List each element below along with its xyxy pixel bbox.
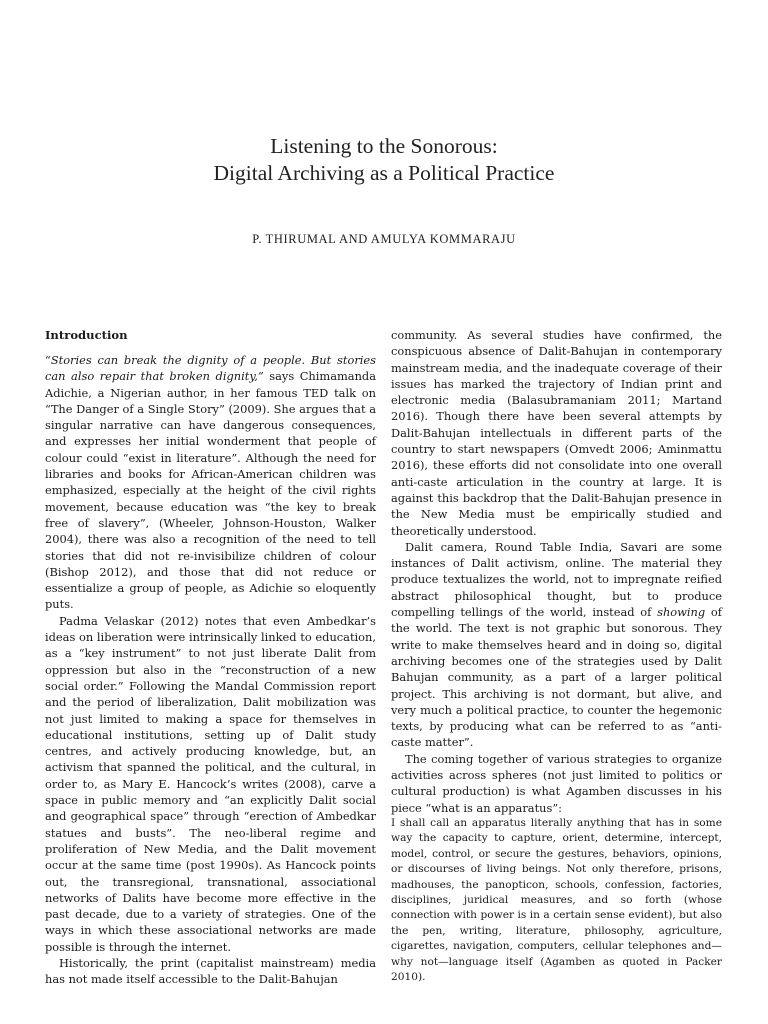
paragraph-4: community. As several studies have confirmed, the conspicuous absence of Dalit-Bahujan in contemporary mainstream media, and the inadequate coverage of their issues has marked the trajectory of Indian print and electronic media (Balasubramaniam 2011; Martand 2016). Though there have been several attempts by Dalit-Bahujan intellectuals in different parts of the country to start newspapers (Omvedt 2006; Aminmattu 2016), these efforts did not consolidate into one overall anti-caste articulation in the country at large. It is against this backdrop that the Dalit-Bahujan presence in the New Media must be empirically studied and theoretically understood. [391,328,722,538]
section-heading: Introduction [45,328,128,342]
opening-quote: “Stories can break the dignity of a people. But stories can also repair that broken dignity,” [45,353,376,384]
paragraph-5 [391,539,722,751]
title-line-1: Listening to the Sonorous: [270,134,498,158]
paragraph-6: The coming together of various strategies to organize activities across spheres (not just limited to politics or cultural production) is what Agamben discusses in his piece “what is an apparatus”: [391,751,722,815]
paragraph-2: Padma Velaskar (2012) notes that even Ambedkar’s ideas on liberation were intrinsically linked to education, as a “key instrument” to not just liberate Dalit from oppression but also in the “reconstruction of a new social order.” Following the Mandal Commission report and the period of liberalization, Dalit mobilization was not just limited to making a space for themselves in educational institutions, setting up of Dalit study centres, and actively producing knowledge, but, an activism that spanned the political, and the cultural, in order to, as Mary E. Hancock’s writes (2008), carve a space in public memory and “an explicitly Dalit social and geographical space” through “erection of Ambedkar statues and busts”. The neo-liberal regime and proliferation of New Media, and the Dalit movement occur at the same time (post 1990s). As Hancock points out, the transregional, transnational, associational networks of Dalits have become more effective in the past decade, due to a variety of strategies. One of the ways in which these associational networks are made possible is through the internet. [45,613,376,954]
emphasis-showing: showing [657,605,706,620]
paragraph-1 [45,352,376,613]
block-quote: I shall call an apparatus literally anything that has in some way the capacity to capture, orient, determine, intercept, model, control, or secure the gestures, behaviors, opinions, or discourses of living beings. Not only therefore, prisons, madhouses, the panopticon, schools, confession, factories, disciplines, juridical measures, and so forth (whose connection with power is in a certain sense evident), but also the pen, writing, literature, philosophy, agriculture, cigarettes, navigation, computers, cellular telephones and—why not—language itself (Agamben as quoted in Packer 2010). [391,816,722,983]
author-byline: P. THIRUMAL AND AMULYA KOMMARAJU [252,232,516,246]
paragraph-5-text-b: of the world. The text is not graphic but sonorous. They write to make themselves heard and in doing so, digital archiving becomes one of the strategies used by Dalit Bahujan community, as a part of a larger political project. This archiving is not dormant, but alive, and very much a political practice, to counter the hegemonic texts, by producing what can be referred to as “anti-caste matter”. [391,605,722,750]
article-title [0,133,768,187]
left-column [45,327,376,988]
title-line-2: Digital Archiving as a Political Practice [213,161,555,185]
paragraph-1-text: says Chimamanda Adichie, a Nigerian author, in her famous TED talk on “The Danger of a Single Story” (2009). She argues that a singular narrative can have dangerous consequences, and expresses her initial wonderment that people of colour could “exist in literature”. Although the need for libraries and books for African-American children was emphasized, especially at the height of the civil rights movement, because education was “the key to break free of slavery”, (Wheeler, Johnson-Houston, Walker 2004), there was also a recognition of the need to tell stories that did not re-invisibilize children of colour (Bishop 2012), and those that did not reduce or essentialize a group of people, as Adichie so eloquently puts. [45,369,376,612]
right-column [391,327,722,985]
paragraph-5-text-a: Dalit camera, Round Table India, Savari are some instances of Dalit activism, online. The material they produce textualizes the world, not to impregnate reified abstract philosophical thought, but to produce compelling tellings of the world, instead of [391,539,722,620]
paragraph-3: Historically, the print (capitalist mainstream) media has not made itself accessible to the Dalit-Bahujan [45,955,376,987]
